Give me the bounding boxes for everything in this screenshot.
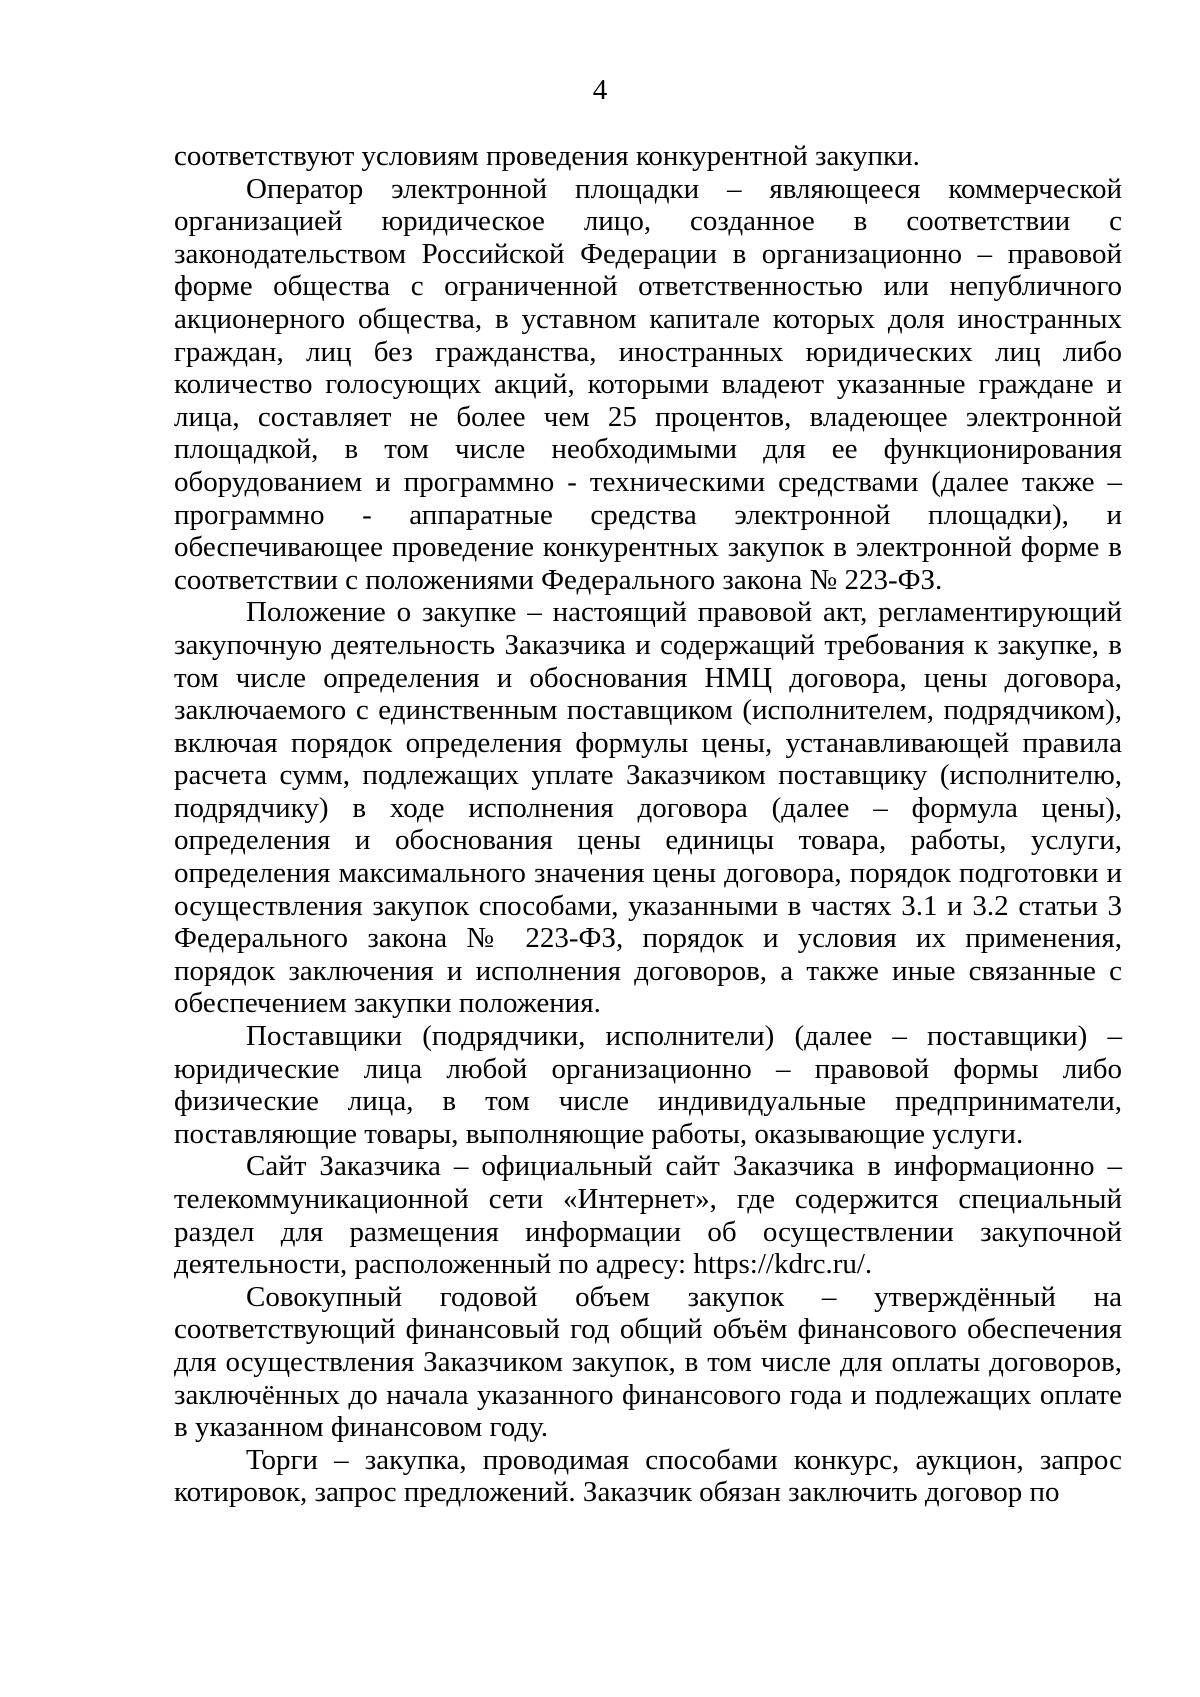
page-number: 4 <box>592 74 608 106</box>
paragraph-electronic-platform-operator: Оператор электронной площадки – являющееся коммерческой организацией юридическое лицо, созданное в соответствии с законодательством Российской Федерации в организационно – правовой форме общества с ограниченной ответственностью или непубличного акционерного общества, в уставном капитале которых доля иностранных граждан, лиц без гражданства, иностранных юридических лиц либо количество голосующих акций, которыми владеют указанные граждане и лица, составляет не более чем 25 процентов, владеющее электронной площадкой, в том числе необходимыми для ее функционирования оборудованием и программно - техническими средствами (далее также – программно - аппаратные средства электронной площадки), и обеспечивающее проведение конкурентных закупок в электронной форме в соответствии с положениями Федерального закона № 223-ФЗ. <box>174 172 1122 596</box>
paragraph-suppliers: Поставщики (подрядчики, исполнители) (далее – поставщики) – юридические лица любой организационно – правовой формы либо физические лица, в том числе индивидуальные предприниматели, поставляющие товары, выполняющие работы, оказывающие услуги. <box>174 1020 1122 1150</box>
document-body <box>174 140 1122 1509</box>
paragraph-continuation: соответствуют условиям проведения конкурентной закупки. <box>174 140 920 172</box>
paragraph-procurement-regulation: Положение о закупке – настоящий правовой акт, регламентирующий закупочную деятельность Заказчика и содержащий требования к закупке, в том числе определения и обоснования НМЦ договора, цены договора, заключаемого с единственным поставщиком (исполнителем, подрядчиком), включая порядок определения формулы цены, устанавливающей правила расчета сумм, подлежащих уплате Заказчиком поставщику (исполнителю, подрядчику) в ходе исполнения договора (далее – формула цены), определения и обоснования цены единицы товара, работы, услуги, определения максимального значения цены договора, порядок подготовки и осуществления закупок способами, указанными в частях 3.1 и 3.2 статьи 3 Федерального закона № 223-ФЗ, порядок и условия их применения, порядок заключения и исполнения договоров, а также иные связанные с обеспечением закупки положения. <box>174 596 1122 1020</box>
paragraph-customer-website: Сайт Заказчика – официальный сайт Заказчика в информационно – телекоммуникационной сети «Интернет», где содержится специальный раздел для размещения информации об осуществлении закупочной деятельности, расположенный по адресу: https://kdrc.ru/. <box>174 1150 1122 1281</box>
paragraph-tenders: Торги – закупка, проводимая способами конкурс, аукцион, запрос котировок, запрос предложений. Заказчик обязан заключить договор по <box>174 1443 1122 1509</box>
paragraph-annual-procurement-volume: Совокупный годовой объем закупок – утверждённый на соответствующий финансовый год общий объём финансового обеспечения для осуществления Заказчиком закупок, в том числе для оплаты договоров, заключённых до начала указанного финансового года и подлежащих оплате в указанном финансовом году. <box>174 1280 1122 1444</box>
